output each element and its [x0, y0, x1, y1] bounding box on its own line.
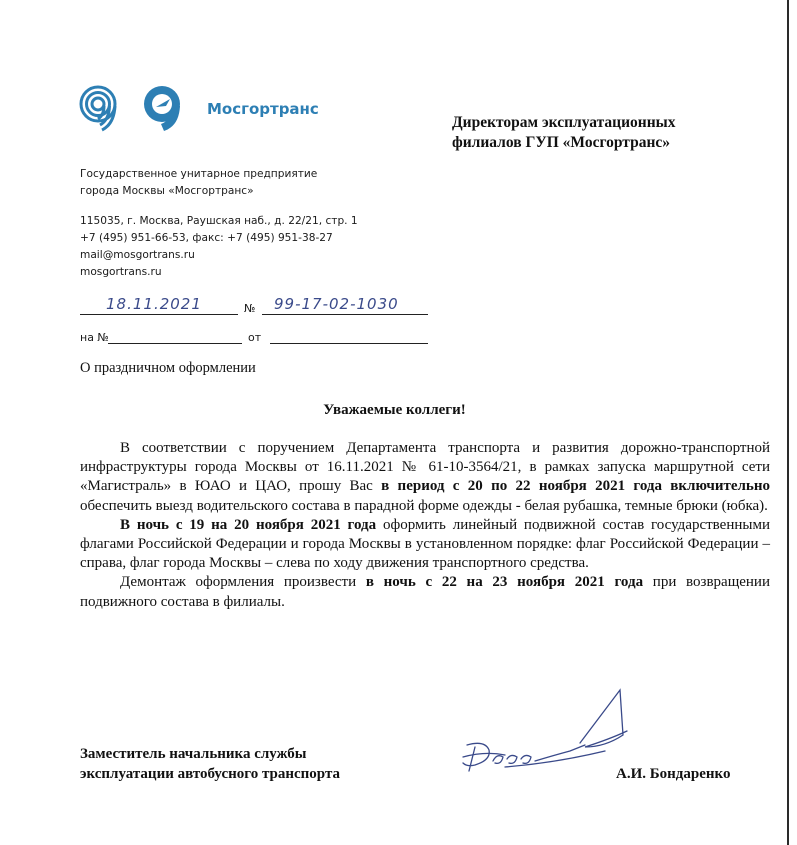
signatory-name: А.И. Бондаренко — [616, 766, 731, 782]
registration-number: 99-17-02-1030 — [274, 295, 399, 313]
p3-bold: в ночь с 22 на 23 ноября 2021 года — [365, 574, 644, 591]
brand-name: Мосгортранс — [207, 100, 319, 118]
p2-bold: В ночь с 19 на 20 ноября 2021 года — [120, 516, 377, 533]
paragraph-2 — [80, 516, 770, 574]
phones: +7 (495) 951-66-53, факс: +7 (495) 951-38-27 — [80, 232, 333, 244]
website: mosgortrans.ru — [80, 266, 162, 278]
paragraph-3 — [80, 573, 770, 611]
paragraph-1 — [80, 439, 770, 516]
p3-text-c: при возвращении подвижного состава в филиалы. — [80, 574, 770, 610]
p1-text-a: В соответствии с поручением Департамента транспорта и развития дорожно-транспортной инфраструктуры города Москвы от 16.11.2021 № 61-10-3564/21, в рамках запуска маршрутной сети «Магистраль» в ЮАО и ЦАО, прошу Вас — [80, 440, 770, 495]
reply-number-label: на № — [80, 331, 109, 344]
greeting: Уважаемые коллеги! — [323, 402, 466, 418]
number-label: № — [244, 302, 256, 315]
reply-date-label: от — [248, 331, 262, 344]
reply-date-line — [270, 330, 428, 344]
contacts-block — [80, 213, 358, 281]
p1-text-c: обеспечить выезд водительского состава в парадной форме одежды - белая рубашка, темные брюки (юбка). — [80, 497, 768, 514]
org-line-1: Государственное унитарное предприятие — [80, 168, 318, 180]
email: mail@mosgortrans.ru — [80, 249, 195, 261]
addressee-line-2: филиалов ГУП «Мосгортранс» — [452, 134, 670, 151]
p3-text-a: Демонтаж оформления произвести — [120, 574, 366, 591]
addressee-line-1: Директорам эксплуатационных — [452, 114, 676, 131]
handwritten-signature — [445, 685, 645, 780]
org-line-2: города Москвы «Мосгортранс» — [80, 185, 254, 197]
letter-body — [80, 439, 770, 612]
position-line-2: эксплуатации автобусного транспорта — [80, 766, 340, 782]
subject: О праздничном оформлении — [80, 360, 256, 376]
registration-date: 18.11.2021 — [106, 295, 202, 313]
position-line-1: Заместитель начальника службы — [80, 746, 307, 762]
address: 115035, г. Москва, Раушская наб., д. 22/21, стр. 1 — [80, 215, 358, 227]
signatory-position — [80, 744, 340, 784]
p1-bold: в период с 20 по 22 ноября 2021 года включительно — [381, 478, 770, 495]
organization-name — [80, 166, 317, 200]
reply-number-line — [108, 330, 242, 344]
p2-text-b: оформить линейный подвижной состав государственными флагами Российской Федерации и города Москвы в установленном порядке: флаг Российской Федерации – справа, флаг города Москвы – слева по ходу движения транспортного средства. — [80, 516, 770, 572]
addressee — [452, 113, 676, 153]
